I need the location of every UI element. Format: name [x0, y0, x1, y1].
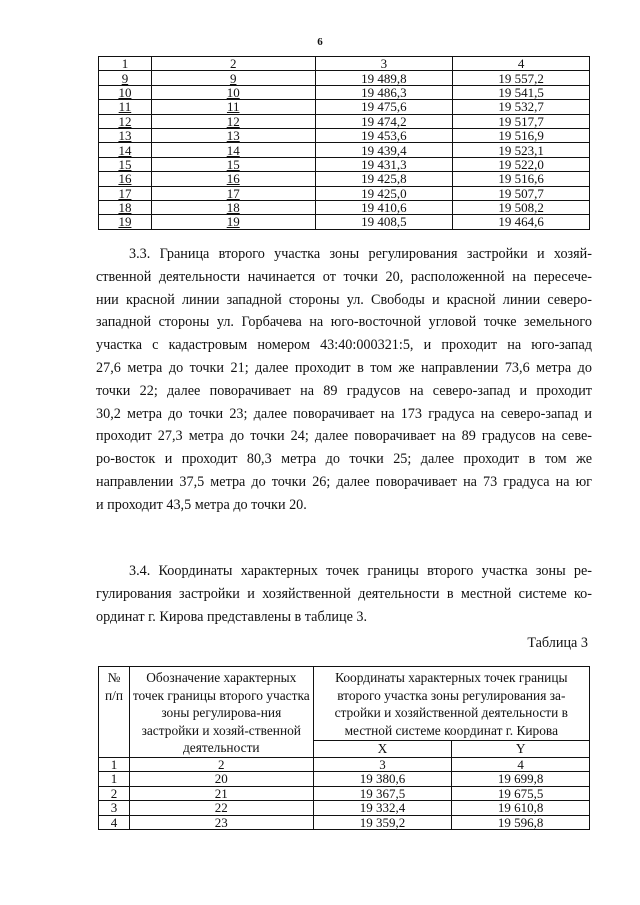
table-row	[99, 71, 590, 85]
table-cell: 19 610,8	[452, 801, 590, 816]
table-cell: 19 453,6	[315, 128, 453, 142]
table-cell: 19 410,6	[315, 200, 453, 214]
table-cell: 3	[313, 757, 452, 772]
page-number: 6	[317, 36, 323, 48]
table-cell: 19 464,6	[453, 215, 590, 229]
text-line: гулирования застройки и хозяйственной деятельности в местной системе ко-	[96, 585, 592, 602]
table-cell: 19 541,5	[453, 85, 590, 99]
table-3	[98, 666, 590, 830]
table-3-caption: Таблица 3	[527, 635, 588, 651]
table-cell: 19	[99, 215, 152, 229]
table-row	[99, 801, 590, 816]
table-cell: 19 596,8	[452, 815, 590, 830]
text-line: участка с кадастровым номером 43:40:000321:5, и проходит на юго-запад	[96, 337, 592, 354]
table-cell: 19 359,2	[313, 815, 452, 830]
table-cell: 19 367,5	[313, 786, 452, 801]
table-cell: 19 557,2	[453, 71, 590, 85]
table-cell: 2	[129, 757, 313, 772]
table-cell: 19 516,6	[453, 172, 590, 186]
table-cell: 4	[452, 757, 590, 772]
text-line: ординат г. Кирова представлены в таблице 3.	[96, 608, 368, 625]
table-cell: 19	[151, 215, 315, 229]
table-row	[99, 772, 590, 787]
table-header-row	[99, 57, 590, 71]
table-cell: 10	[99, 85, 152, 99]
text-line: направлении 37,5 метра до точки 26; далее поворачивает на 73 градуса на юг	[96, 473, 592, 490]
table-row	[99, 215, 590, 229]
table-cell: 19 425,8	[315, 172, 453, 186]
table-cell: 13	[151, 128, 315, 142]
table-cell: 11	[151, 100, 315, 114]
table-cell: 9	[151, 71, 315, 85]
table-row	[99, 143, 590, 157]
table-cell: 20	[129, 772, 313, 787]
text-line: 30,2 метра до точки 23; далее поворачивает на 173 градуса на северо-запад и	[96, 405, 592, 422]
table-cell: 12	[151, 114, 315, 128]
text-line: 27,6 метра до точки 21; далее проходит в том же направлении 73,6 метра до	[96, 359, 592, 376]
table-cell: 19 380,6	[313, 772, 452, 787]
table-cell: 14	[151, 143, 315, 157]
table-3-number-row	[99, 757, 590, 772]
table-cell: 19 332,4	[313, 801, 452, 816]
table-cell: 19 507,7	[453, 186, 590, 200]
table-3-body	[99, 667, 590, 830]
table-cell: 11	[99, 100, 152, 114]
text-line: точки 22; далее поворачивает на 89 градусов на северо-запад и проходит	[96, 382, 592, 399]
table-row	[99, 186, 590, 200]
table-row	[99, 100, 590, 114]
table-cell: 17	[99, 186, 152, 200]
table-cell: 19 489,8	[315, 71, 453, 85]
table-cell: 19 517,7	[453, 114, 590, 128]
coordinates-table-continued	[98, 56, 590, 230]
table-cell: 19 425,0	[315, 186, 453, 200]
table-cell: 12	[99, 114, 152, 128]
table-cell: 4	[453, 57, 590, 71]
text-line: нии красной линии западной стороны ул. Свободы и красной линии северо-	[96, 291, 592, 308]
table-cell: 19 508,2	[453, 200, 590, 214]
table-cell: 16	[99, 172, 152, 186]
text-line: ственной деятельности начинается от точки 20, расположенной на пересече-	[96, 268, 592, 285]
table-cell: 18	[151, 200, 315, 214]
coordinates-table-body	[99, 57, 590, 230]
table-cell: 23	[129, 815, 313, 830]
table-row	[99, 786, 590, 801]
table-cell: 16	[151, 172, 315, 186]
table-row	[99, 128, 590, 142]
col-y-header: Y	[452, 741, 590, 757]
table-cell: 1	[99, 772, 130, 787]
table-cell: 9	[99, 71, 152, 85]
text-line: ро-восток и проходит 80,3 метра до точки 25; далее проходит в том же	[96, 451, 592, 468]
table-cell: 15	[151, 157, 315, 171]
col-x-header: X	[313, 741, 452, 757]
table-cell: 4	[99, 815, 130, 830]
table-cell: 19 475,6	[315, 100, 453, 114]
table-cell: 19 431,3	[315, 157, 453, 171]
table-cell: 19 408,5	[315, 215, 453, 229]
table-cell: 3	[315, 57, 453, 71]
table-cell: 13	[99, 128, 152, 142]
table-cell: 19 532,7	[453, 100, 590, 114]
col-coordinates-header: Координаты характерных точек границы второго участка зоны регулирования за-стройки и хозяйственной деятельности в местной системе координат г. Кирова	[313, 667, 589, 741]
table-cell: 19 522,0	[453, 157, 590, 171]
section-3-3-paragraph	[96, 243, 592, 517]
table-row	[99, 200, 590, 214]
text-line: проходит 27,3 метра до точки 24; далее поворачивает на 89 градусов на севе-	[96, 428, 592, 445]
section-3-4-paragraph	[96, 560, 592, 628]
table-row	[99, 172, 590, 186]
col-number-header: № п/п	[99, 667, 130, 758]
table-cell: 21	[129, 786, 313, 801]
table-cell: 1	[99, 57, 152, 71]
text-line: 3.4. Координаты характерных точек границы второго участка зоны ре-	[129, 563, 592, 579]
table-cell: 18	[99, 200, 152, 214]
table-cell: 3	[99, 801, 130, 816]
table-cell: 19 439,4	[315, 143, 453, 157]
table-cell: 15	[99, 157, 152, 171]
table-cell: 19 474,2	[315, 114, 453, 128]
text-line: 3.3. Граница второго участка зоны регулирования застройки и хозяй-	[129, 246, 592, 262]
table-cell: 1	[99, 757, 130, 772]
table-cell: 10	[151, 85, 315, 99]
table-cell: 19 675,5	[452, 786, 590, 801]
table-3-header-row	[99, 667, 590, 741]
table-cell: 19 516,9	[453, 128, 590, 142]
table-cell: 2	[151, 57, 315, 71]
col-point-designation-header: Обозначение характерных точек границы второго участка зоны регулирова-ния застройки и хозяй-ственной деятельности	[129, 667, 313, 758]
table-row	[99, 157, 590, 171]
table-row	[99, 114, 590, 128]
table-row	[99, 85, 590, 99]
text-line: и проходит 43,5 метра до точки 20.	[96, 496, 307, 513]
table-row	[99, 815, 590, 830]
table-cell: 19 523,1	[453, 143, 590, 157]
table-cell: 19 486,3	[315, 85, 453, 99]
table-cell: 17	[151, 186, 315, 200]
table-cell: 2	[99, 786, 130, 801]
table-cell: 14	[99, 143, 152, 157]
table-cell: 19 699,8	[452, 772, 590, 787]
text-line: западной стороны ул. Горбачева на юго-восточной угловой точке земельного	[96, 314, 592, 331]
table-cell: 22	[129, 801, 313, 816]
